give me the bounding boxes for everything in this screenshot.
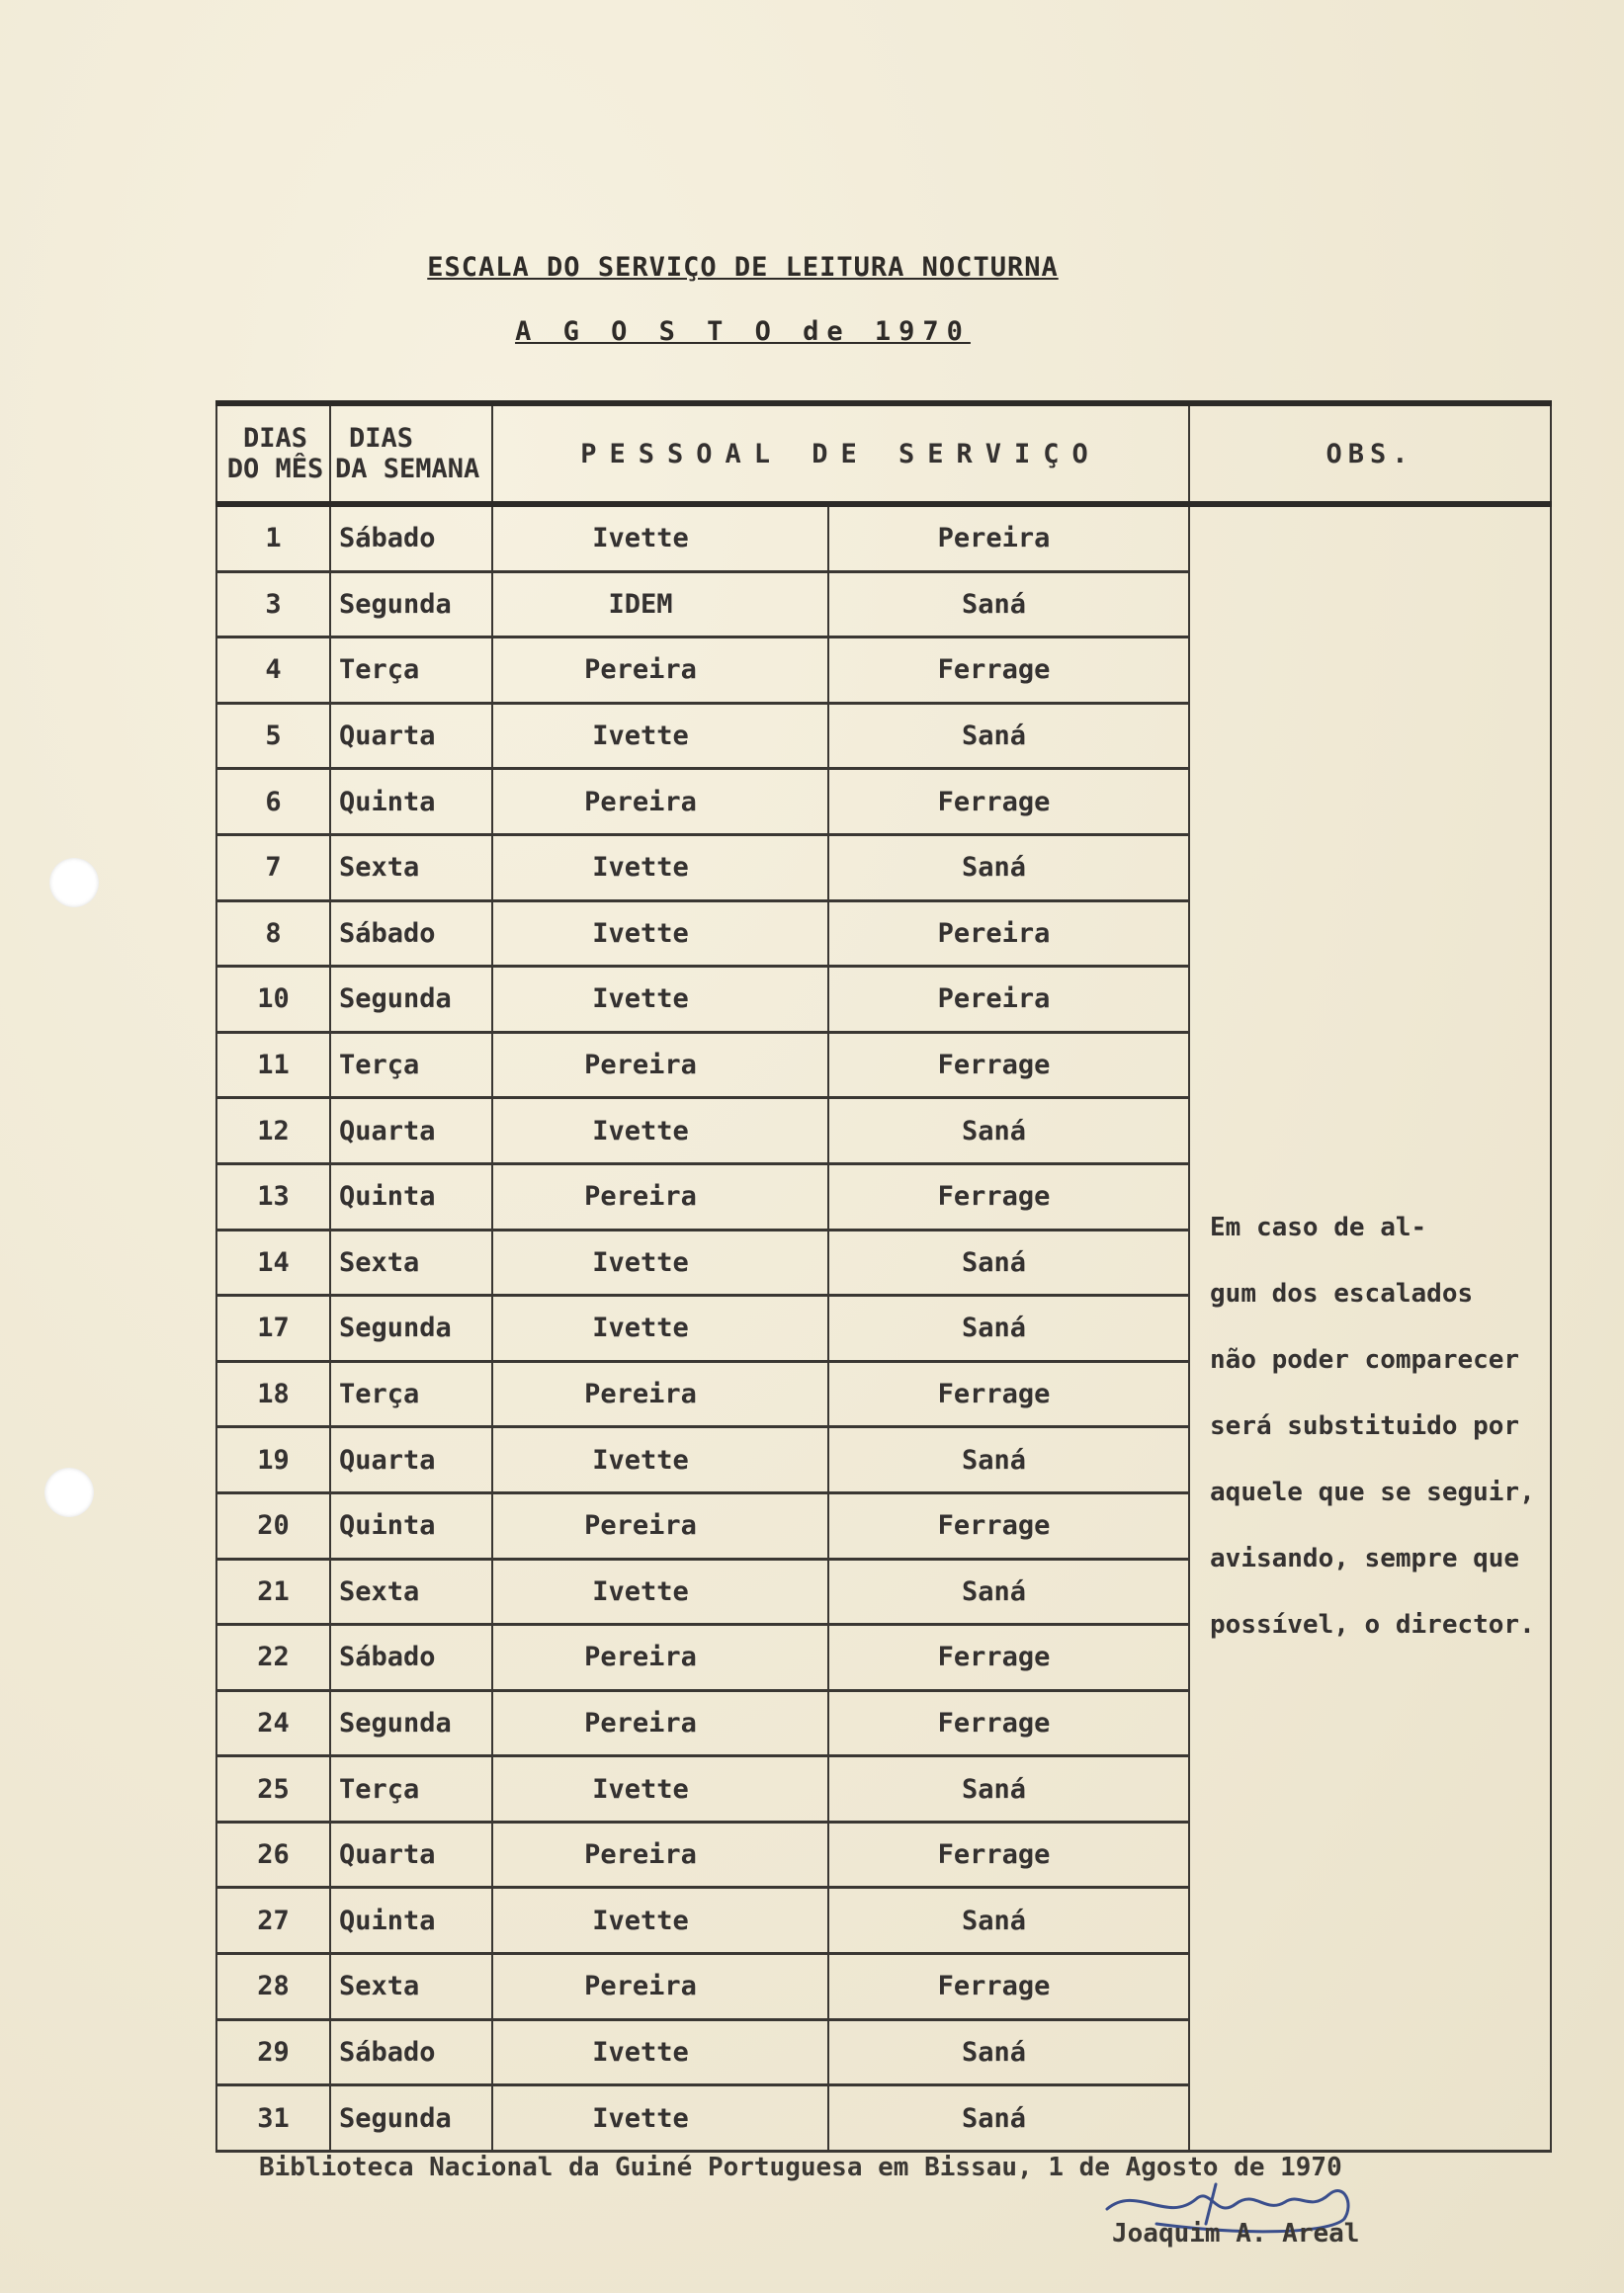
day-of-week: Sexta: [330, 1559, 492, 1625]
document-title: ESCALA DO SERVIÇO DE LEITURA NOCTURNA: [427, 252, 1059, 283]
staff-first: Ivette: [492, 1559, 828, 1625]
day-of-month: 4: [216, 637, 330, 704]
day-of-month: 7: [216, 834, 330, 900]
day-of-month: 6: [216, 769, 330, 835]
day-of-month: 31: [216, 2085, 330, 2152]
footer-place-date: Biblioteca Nacional da Guiné Portuguesa em Bissau, 1 de Agosto de 1970: [259, 2153, 1342, 2182]
staff-first: Ivette: [492, 1296, 828, 1362]
obs-line: possível, o director.: [1210, 1610, 1535, 1641]
schedule-table: [215, 400, 1552, 2153]
day-of-week: Segunda: [330, 1296, 492, 1362]
staff-second: Saná: [828, 571, 1189, 637]
day-of-month: 25: [216, 1756, 330, 1823]
day-of-week: Sábado: [330, 900, 492, 967]
staff-second: Ferrage: [828, 1163, 1189, 1230]
day-of-week: Terça: [330, 637, 492, 704]
punch-hole-upper: [49, 858, 99, 907]
day-of-week: Quinta: [330, 1163, 492, 1230]
table-header-row: [216, 403, 1551, 504]
day-of-month: 3: [216, 571, 330, 637]
staff-second: Ferrage: [828, 1690, 1189, 1756]
day-of-week: Segunda: [330, 967, 492, 1033]
staff-second: Ferrage: [828, 769, 1189, 835]
day-of-month: 22: [216, 1625, 330, 1691]
signature-name: Joaquim A. Areal: [1112, 2219, 1360, 2249]
day-of-month: 20: [216, 1492, 330, 1559]
day-of-week: Sábado: [330, 2019, 492, 2085]
day-of-week: Sexta: [330, 834, 492, 900]
day-of-month: 27: [216, 1888, 330, 1954]
day-of-month: 28: [216, 1954, 330, 2020]
staff-first: Ivette: [492, 703, 828, 769]
day-of-month: 12: [216, 1098, 330, 1164]
staff-first: Pereira: [492, 1361, 828, 1427]
obs-note: [1190, 997, 1550, 1658]
staff-second: Saná: [828, 2019, 1189, 2085]
day-of-week: Terça: [330, 1756, 492, 1823]
staff-first: Ivette: [492, 900, 828, 967]
day-of-week: Quarta: [330, 1098, 492, 1164]
staff-second: Saná: [828, 1756, 1189, 1823]
day-of-month: 26: [216, 1822, 330, 1888]
staff-second: Saná: [828, 1230, 1189, 1296]
header-obs: OBS.: [1189, 403, 1551, 504]
staff-second: Saná: [828, 1427, 1189, 1493]
day-of-month: 19: [216, 1427, 330, 1493]
day-of-month: 18: [216, 1361, 330, 1427]
obs-line: avisando, sempre que: [1210, 1544, 1520, 1574]
day-of-week: Quinta: [330, 769, 492, 835]
staff-first: Ivette: [492, 967, 828, 1033]
table-row: [216, 504, 1551, 571]
day-of-week: Terça: [330, 1032, 492, 1098]
header-dias-semana: [330, 403, 492, 504]
staff-second: Pereira: [828, 900, 1189, 967]
punch-hole-lower: [44, 1468, 94, 1517]
staff-second: Saná: [828, 1296, 1189, 1362]
day-of-week: Segunda: [330, 571, 492, 637]
day-of-month: 5: [216, 703, 330, 769]
staff-second: Ferrage: [828, 1625, 1189, 1691]
staff-second: Ferrage: [828, 1822, 1189, 1888]
schedule-body: [216, 504, 1551, 2151]
day-of-week: Quinta: [330, 1888, 492, 1954]
day-of-week: Segunda: [330, 1690, 492, 1756]
staff-second: Saná: [828, 2085, 1189, 2152]
header-dias-mes-line2: DO MÊS: [226, 454, 324, 484]
header-dias-mes: [216, 403, 330, 504]
day-of-month: 8: [216, 900, 330, 967]
day-of-week: Sábado: [330, 1625, 492, 1691]
staff-second: Ferrage: [828, 1361, 1189, 1427]
day-of-month: 21: [216, 1559, 330, 1625]
staff-first: Pereira: [492, 1032, 828, 1098]
staff-first: Ivette: [492, 1888, 828, 1954]
obs-line: Em caso de al-: [1210, 1213, 1427, 1243]
day-of-month: 11: [216, 1032, 330, 1098]
staff-first: Ivette: [492, 2019, 828, 2085]
day-of-week: Quarta: [330, 703, 492, 769]
staff-second: Ferrage: [828, 1032, 1189, 1098]
day-of-week: Sábado: [330, 504, 492, 571]
day-of-week: Quarta: [330, 1427, 492, 1493]
staff-second: Saná: [828, 1559, 1189, 1625]
staff-second: Saná: [828, 834, 1189, 900]
day-of-month: 14: [216, 1230, 330, 1296]
header-dias-semana-line1: DIAS: [349, 423, 414, 454]
obs-line: será substituido por: [1210, 1411, 1520, 1442]
header-dias-semana-line2: DA SEMANA: [335, 454, 480, 484]
day-of-week: Terça: [330, 1361, 492, 1427]
staff-first: Ivette: [492, 504, 828, 571]
staff-first: Ivette: [492, 834, 828, 900]
staff-first: Ivette: [492, 1230, 828, 1296]
obs-line: não poder comparecer: [1210, 1345, 1520, 1376]
staff-first: Ivette: [492, 2085, 828, 2152]
obs-cell: [1189, 504, 1551, 2151]
staff-second: Ferrage: [828, 1954, 1189, 2020]
obs-line: gum dos escalados: [1210, 1279, 1474, 1310]
day-of-month: 17: [216, 1296, 330, 1362]
staff-first: Pereira: [492, 1690, 828, 1756]
staff-first: Pereira: [492, 769, 828, 835]
day-of-week: Sexta: [330, 1230, 492, 1296]
staff-first: IDEM: [492, 571, 828, 637]
staff-first: Pereira: [492, 1625, 828, 1691]
staff-first: Pereira: [492, 1163, 828, 1230]
day-of-week: Quarta: [330, 1822, 492, 1888]
staff-second: Saná: [828, 1098, 1189, 1164]
staff-first: Pereira: [492, 1954, 828, 2020]
staff-first: Pereira: [492, 1492, 828, 1559]
staff-first: Pereira: [492, 1822, 828, 1888]
header-dias-mes-line1: DIAS: [242, 423, 308, 454]
day-of-week: Segunda: [330, 2085, 492, 2152]
staff-second: Pereira: [828, 967, 1189, 1033]
day-of-month: 10: [216, 967, 330, 1033]
day-of-month: 24: [216, 1690, 330, 1756]
day-of-week: Sexta: [330, 1954, 492, 2020]
staff-second: Pereira: [828, 504, 1189, 571]
day-of-week: Quinta: [330, 1492, 492, 1559]
header-pessoal: PESSOAL DE SERVIÇO: [492, 403, 1189, 504]
staff-first: Pereira: [492, 637, 828, 704]
day-of-month: 1: [216, 504, 330, 571]
obs-line: aquele que se seguir,: [1210, 1478, 1535, 1508]
staff-first: Ivette: [492, 1756, 828, 1823]
staff-second: Ferrage: [828, 1492, 1189, 1559]
staff-second: Saná: [828, 703, 1189, 769]
staff-first: Ivette: [492, 1098, 828, 1164]
staff-first: Ivette: [492, 1427, 828, 1493]
staff-second: Ferrage: [828, 637, 1189, 704]
day-of-month: 13: [216, 1163, 330, 1230]
staff-second: Saná: [828, 1888, 1189, 1954]
day-of-month: 29: [216, 2019, 330, 2085]
document-subtitle: A G O S T O de 1970: [515, 316, 971, 347]
